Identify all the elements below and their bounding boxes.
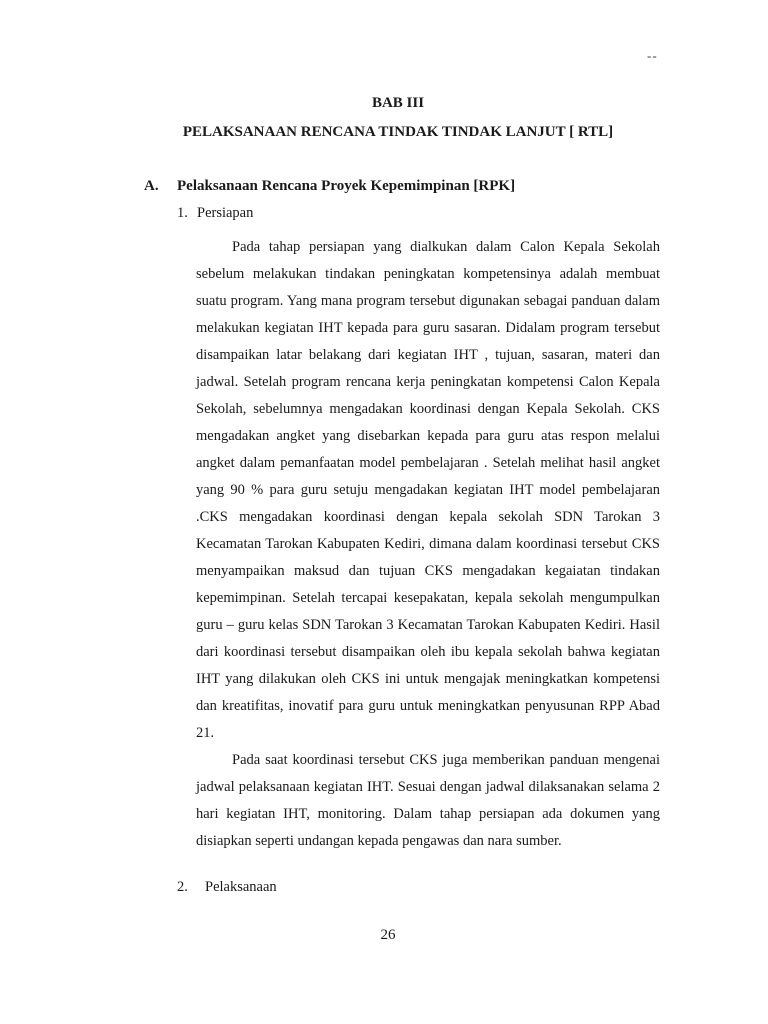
list-item-label: Persiapan	[197, 205, 254, 221]
list-item-heading	[177, 879, 277, 896]
section-heading	[144, 178, 515, 195]
page-number: 26	[380, 927, 396, 943]
list-item-number: 1.	[177, 205, 188, 221]
list-item-number: 2.	[177, 879, 188, 895]
body-text	[196, 234, 660, 855]
list-item-label: Pelaksanaan	[205, 879, 277, 895]
section-letter: A.	[144, 178, 159, 194]
list-item-heading	[177, 205, 253, 222]
paragraph: Pada saat koordinasi tersebut CKS juga memberikan panduan mengenai jadwal pelaksanaan kegiatan IHT. Sesuai dengan jadwal dilaksanakan selama 2 hari kegiatan IHT, monitoring. Dalam tahap persiapan ada dokumen yang disiapkan seperti undangan kepada pengawas dan nara sumber.	[196, 752, 660, 849]
chapter-title: PELAKSANAAN RENCANA TINDAK TINDAK LANJUT [ RTL]	[182, 124, 614, 140]
chapter-label: BAB III	[371, 95, 425, 111]
corner-mark: --	[647, 48, 658, 63]
section-title: Pelaksanaan Rencana Proyek Kepemimpinan [RPK]	[177, 178, 516, 194]
paragraph: Pada tahap persiapan yang dialkukan dalam Calon Kepala Sekolah sebelum melakukan tindakan peningkatan kompetensinya adalah membuat suatu program. Yang mana program tersebut digunakan sebagai panduan dalam melakukan kegiatan IHT kepada para guru sasaran. Didalam program tersebut disampaikan latar belakang dari kegiatan IHT , tujuan, sasaran, materi dan jadwal. Setelah program rencana kerja peningkatan kompetensi Calon Kepala Sekolah, sebelumnya mengadakan koordinasi dengan Kepala Sekolah. CKS mengadakan angket yang disebarkan kepada para guru atas respon melalui angket dalam pemanfaatan model pembelajaran . Setelah melihat hasil angket yang 90 % para guru setuju mengadakan kegiatan IHT model pembelajaran .CKS mengadakan koordinasi dengan kepala sekolah SDN Tarokan 3 Kecamatan Tarokan Kabupaten Kediri, dimana dalam koordinasi tersebut CKS menyampaikan maksud dan tujuan CKS mengadakan kegaiatan tindakan kepemimpinan. Setelah tercapai kesepakatan, kepala sekolah mengumpulkan guru – guru kelas SDN Tarokan 3 Kecamatan Tarokan Kabupaten Kediri. Hasil dari koordinasi tersebut disampaikan oleh ibu kepala sekolah bahwa kegiatan IHT yang dilakukan oleh CKS ini untuk mengajak meningkatkan kompetensi dan kreatifitas, inovatif para guru untuk meningkatkan penyusunan RPP Abad 21.	[196, 239, 660, 741]
